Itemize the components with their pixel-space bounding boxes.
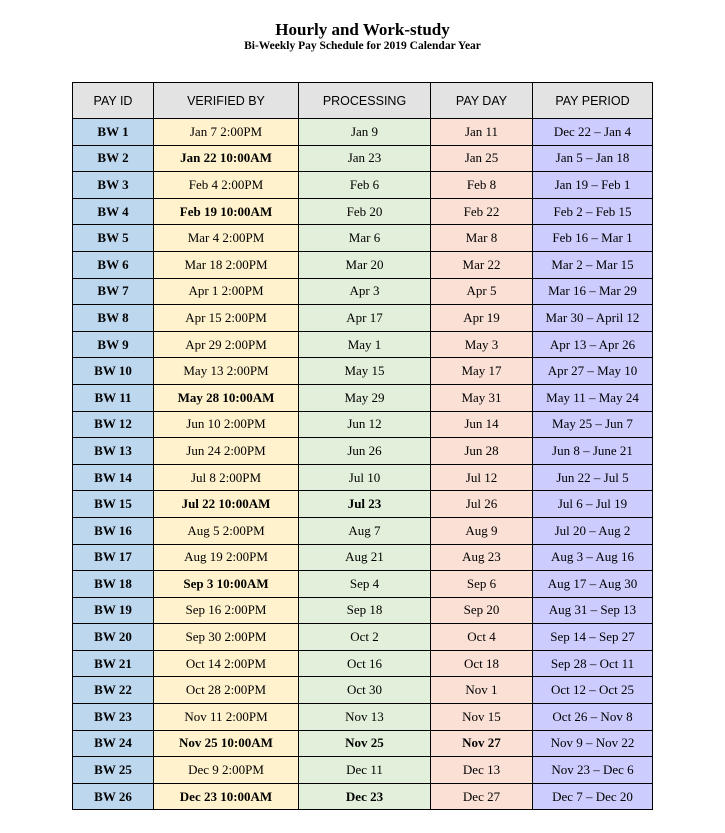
table-row [73, 358, 653, 385]
pay-period-cell: May 11 – May 24 [533, 384, 653, 411]
pay-day-cell: Jun 28 [431, 438, 533, 465]
pay-period-cell: Jun 8 – June 21 [533, 438, 653, 465]
table-row [73, 384, 653, 411]
processing-cell: Oct 16 [299, 650, 431, 677]
verified-by-cell: Mar 18 2:00PM [154, 251, 299, 278]
table-row [73, 624, 653, 651]
pay-id-cell: BW 21 [73, 650, 154, 677]
pay-id-cell: BW 1 [73, 119, 154, 146]
verified-by-cell: Nov 11 2:00PM [154, 704, 299, 731]
pay-id-cell: BW 13 [73, 438, 154, 465]
pay-period-cell: Nov 23 – Dec 6 [533, 757, 653, 784]
pay-period-cell: Aug 17 – Aug 30 [533, 571, 653, 598]
processing-cell: Jul 23 [299, 491, 431, 518]
processing-cell: Jun 12 [299, 411, 431, 438]
verified-by-cell: Sep 30 2:00PM [154, 624, 299, 651]
table-row [73, 331, 653, 358]
document-title: Hourly and Work-study [275, 20, 450, 39]
table-row [73, 783, 653, 810]
pay-day-cell: Apr 5 [431, 278, 533, 305]
pay-day-cell: Apr 19 [431, 305, 533, 332]
verified-by-cell: May 13 2:00PM [154, 358, 299, 385]
pay-period-cell: Jan 19 – Feb 1 [533, 172, 653, 199]
table-row [73, 225, 653, 252]
pay-period-cell: Feb 16 – Mar 1 [533, 225, 653, 252]
pay-period-cell: Mar 2 – Mar 15 [533, 251, 653, 278]
pay-period-cell: Aug 3 – Aug 16 [533, 544, 653, 571]
pay-period-cell: Mar 30 – April 12 [533, 305, 653, 332]
pay-id-cell: BW 9 [73, 331, 154, 358]
pay-id-cell: BW 20 [73, 624, 154, 651]
pay-day-cell: Nov 27 [431, 730, 533, 757]
pay-id-cell: BW 24 [73, 730, 154, 757]
verified-by-cell: Jun 24 2:00PM [154, 438, 299, 465]
pay-id-cell: BW 8 [73, 305, 154, 332]
processing-cell: May 1 [299, 331, 431, 358]
verified-by-cell: Dec 9 2:00PM [154, 757, 299, 784]
verified-by-cell: Feb 19 10:00AM [154, 198, 299, 225]
pay-period-cell: Oct 26 – Nov 8 [533, 704, 653, 731]
table-row [73, 251, 653, 278]
pay-day-cell: Aug 23 [431, 544, 533, 571]
pay-day-cell: Sep 20 [431, 597, 533, 624]
pay-id-cell: BW 5 [73, 225, 154, 252]
processing-cell: Sep 4 [299, 571, 431, 598]
processing-cell: Aug 7 [299, 517, 431, 544]
pay-day-cell: May 3 [431, 331, 533, 358]
processing-cell: Mar 20 [299, 251, 431, 278]
pay-day-cell: Jan 11 [431, 119, 533, 146]
pay-day-cell: May 31 [431, 384, 533, 411]
pay-id-cell: BW 12 [73, 411, 154, 438]
table-header [73, 83, 653, 119]
verified-by-cell: Jan 22 10:00AM [154, 145, 299, 172]
table-row [73, 278, 653, 305]
table-row [73, 597, 653, 624]
pay-day-cell: Mar 8 [431, 225, 533, 252]
verified-by-cell: Aug 19 2:00PM [154, 544, 299, 571]
verified-by-cell: Nov 25 10:00AM [154, 730, 299, 757]
verified-by-cell: Feb 4 2:00PM [154, 172, 299, 199]
pay-id-cell: BW 22 [73, 677, 154, 704]
processing-cell: Sep 18 [299, 597, 431, 624]
pay-day-cell: Jan 25 [431, 145, 533, 172]
pay-day-cell: Aug 9 [431, 517, 533, 544]
header-pay-id: PAY ID [73, 83, 154, 119]
table-row [73, 438, 653, 465]
pay-id-cell: BW 6 [73, 251, 154, 278]
processing-cell: Aug 21 [299, 544, 431, 571]
verified-by-cell: Jul 22 10:00AM [154, 491, 299, 518]
pay-period-cell: Mar 16 – Mar 29 [533, 278, 653, 305]
verified-by-cell: Jun 10 2:00PM [154, 411, 299, 438]
table-row [73, 172, 653, 199]
pay-id-cell: BW 4 [73, 198, 154, 225]
processing-cell: Feb 20 [299, 198, 431, 225]
processing-cell: May 29 [299, 384, 431, 411]
pay-id-cell: BW 18 [73, 571, 154, 598]
pay-period-cell: May 25 – Jun 7 [533, 411, 653, 438]
pay-day-cell: Sep 6 [431, 571, 533, 598]
pay-id-cell: BW 3 [73, 172, 154, 199]
document-subtitle: Bi-Weekly Pay Schedule for 2019 Calendar Year [244, 40, 481, 52]
table-row [73, 704, 653, 731]
pay-id-cell: BW 25 [73, 757, 154, 784]
header-row [73, 83, 653, 119]
processing-cell: Oct 2 [299, 624, 431, 651]
pay-day-cell: Jun 14 [431, 411, 533, 438]
processing-cell: Feb 6 [299, 172, 431, 199]
pay-period-cell: Jul 20 – Aug 2 [533, 517, 653, 544]
header-pay-period: PAY PERIOD [533, 83, 653, 119]
verified-by-cell: Oct 14 2:00PM [154, 650, 299, 677]
pay-period-cell: Sep 14 – Sep 27 [533, 624, 653, 651]
pay-id-cell: BW 19 [73, 597, 154, 624]
table-row [73, 544, 653, 571]
pay-day-cell: May 17 [431, 358, 533, 385]
table-row [73, 571, 653, 598]
processing-cell: Jan 23 [299, 145, 431, 172]
processing-cell: Nov 25 [299, 730, 431, 757]
pay-day-cell: Nov 15 [431, 704, 533, 731]
pay-period-cell: Dec 22 – Jan 4 [533, 119, 653, 146]
pay-period-cell: Apr 13 – Apr 26 [533, 331, 653, 358]
processing-cell: Nov 13 [299, 704, 431, 731]
processing-cell: Apr 3 [299, 278, 431, 305]
processing-cell: Oct 30 [299, 677, 431, 704]
verified-by-cell: Oct 28 2:00PM [154, 677, 299, 704]
pay-day-cell: Dec 13 [431, 757, 533, 784]
pay-day-cell: Nov 1 [431, 677, 533, 704]
verified-by-cell: Apr 29 2:00PM [154, 331, 299, 358]
pay-day-cell: Mar 22 [431, 251, 533, 278]
table-row [73, 305, 653, 332]
pay-period-cell: Sep 28 – Oct 11 [533, 650, 653, 677]
processing-cell: Apr 17 [299, 305, 431, 332]
pay-period-cell: Dec 7 – Dec 20 [533, 783, 653, 810]
pay-day-cell: Jul 26 [431, 491, 533, 518]
processing-cell: Dec 11 [299, 757, 431, 784]
pay-period-cell: Aug 31 – Sep 13 [533, 597, 653, 624]
pay-id-cell: BW 16 [73, 517, 154, 544]
verified-by-cell: Dec 23 10:00AM [154, 783, 299, 810]
processing-cell: Dec 23 [299, 783, 431, 810]
pay-period-cell: Jul 6 – Jul 19 [533, 491, 653, 518]
pay-day-cell: Dec 27 [431, 783, 533, 810]
pay-day-cell: Oct 18 [431, 650, 533, 677]
processing-cell: Jul 10 [299, 464, 431, 491]
pay-id-cell: BW 14 [73, 464, 154, 491]
pay-schedule-table [72, 82, 653, 810]
table-row [73, 491, 653, 518]
pay-period-cell: Oct 12 – Oct 25 [533, 677, 653, 704]
pay-period-cell: Feb 2 – Feb 15 [533, 198, 653, 225]
processing-cell: Jun 26 [299, 438, 431, 465]
pay-id-cell: BW 10 [73, 358, 154, 385]
pay-id-cell: BW 11 [73, 384, 154, 411]
table-row [73, 145, 653, 172]
processing-cell: May 15 [299, 358, 431, 385]
pay-day-cell: Jul 12 [431, 464, 533, 491]
pay-id-cell: BW 17 [73, 544, 154, 571]
verified-by-cell: Aug 5 2:00PM [154, 517, 299, 544]
table-body [73, 119, 653, 810]
table-row [73, 517, 653, 544]
verified-by-cell: May 28 10:00AM [154, 384, 299, 411]
table-row [73, 757, 653, 784]
verified-by-cell: Sep 3 10:00AM [154, 571, 299, 598]
processing-cell: Mar 6 [299, 225, 431, 252]
pay-day-cell: Oct 4 [431, 624, 533, 651]
pay-id-cell: BW 26 [73, 783, 154, 810]
verified-by-cell: Jul 8 2:00PM [154, 464, 299, 491]
pay-id-cell: BW 2 [73, 145, 154, 172]
header-processing: PROCESSING [299, 83, 431, 119]
processing-cell: Jan 9 [299, 119, 431, 146]
pay-day-cell: Feb 22 [431, 198, 533, 225]
pay-id-cell: BW 7 [73, 278, 154, 305]
verified-by-cell: Sep 16 2:00PM [154, 597, 299, 624]
table-row [73, 464, 653, 491]
pay-day-cell: Feb 8 [431, 172, 533, 199]
header-pay-day: PAY DAY [431, 83, 533, 119]
table-row [73, 198, 653, 225]
pay-id-cell: BW 15 [73, 491, 154, 518]
header-verified-by: VERIFIED BY [154, 83, 299, 119]
verified-by-cell: Mar 4 2:00PM [154, 225, 299, 252]
verified-by-cell: Jan 7 2:00PM [154, 119, 299, 146]
pay-period-cell: Jun 22 – Jul 5 [533, 464, 653, 491]
verified-by-cell: Apr 1 2:00PM [154, 278, 299, 305]
pay-period-cell: Jan 5 – Jan 18 [533, 145, 653, 172]
verified-by-cell: Apr 15 2:00PM [154, 305, 299, 332]
pay-id-cell: BW 23 [73, 704, 154, 731]
table-row [73, 411, 653, 438]
table-row [73, 730, 653, 757]
pay-period-cell: Apr 27 – May 10 [533, 358, 653, 385]
table-row [73, 677, 653, 704]
table-row [73, 119, 653, 146]
pay-period-cell: Nov 9 – Nov 22 [533, 730, 653, 757]
table-row [73, 650, 653, 677]
